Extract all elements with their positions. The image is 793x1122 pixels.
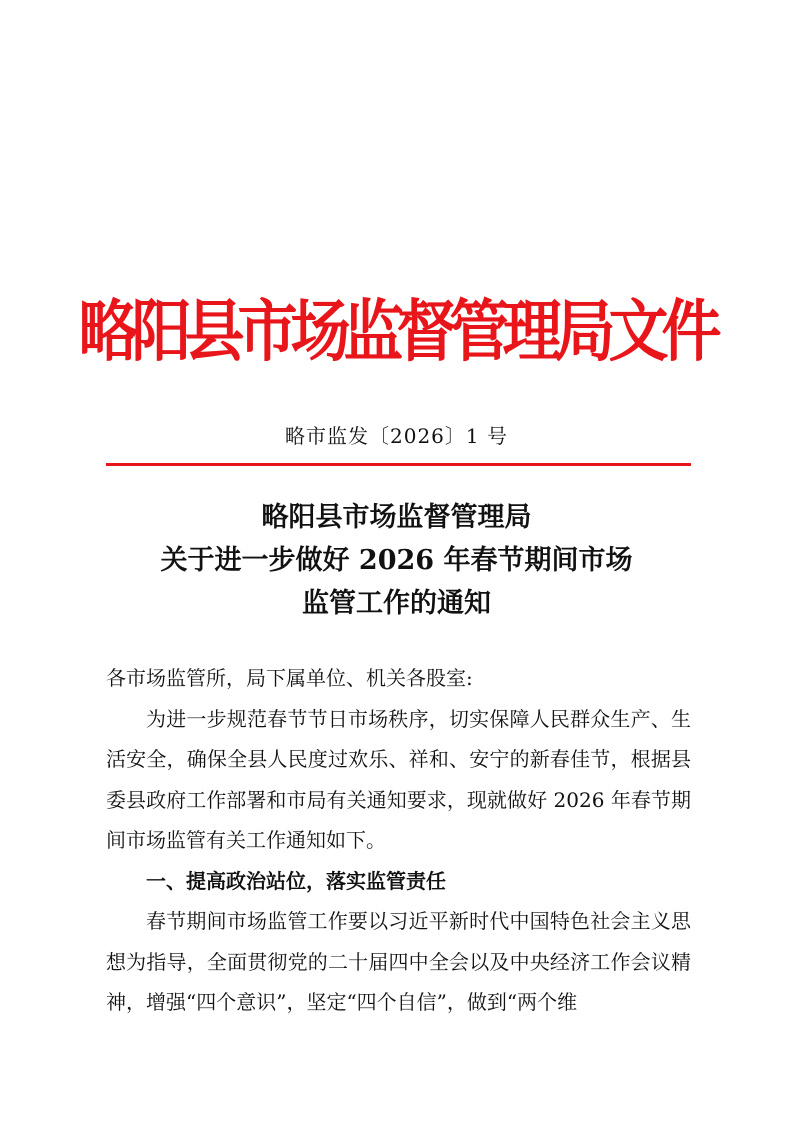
title-line-3: 监管工作的通知 [302,588,491,619]
document-title [0,496,793,625]
document-body [106,658,691,1023]
document-number: 略市监发〔2026〕1 号 [285,424,508,448]
salutation: 各市场监管所，局下属单位、机关各股室: [106,666,473,690]
paragraph-section-1: 春节期间市场监管工作要以习近平新时代中国特色社会主义思想为指导，全面贯彻党的二十届四中全会以及中央经济工作会议精神，增强“四个意识”，坚定“四个自信”，做到“两个维 [106,909,691,1014]
paragraph-intro: 为进一步规范春节节日市场秩序，切实保障人民群众生产、生活安全，确保全县人民度过欢乐、祥和、安宁的新春佳节，根据县委县政府工作部署和市局有关通知要求，现就做好 2026 年春节期间市场监管有关工作通知如下。 [106,706,691,852]
title-line-2: 关于进一步做好 2026 年春节期间市场 [160,545,633,576]
red-divider-line [106,463,691,466]
document-header-title: 略阳县市场监督管理局文件 [78,292,715,372]
section-heading-1: 一、提高政治站位，落实监管责任 [146,868,446,893]
title-line-1: 略阳县市场监督管理局 [261,502,532,533]
